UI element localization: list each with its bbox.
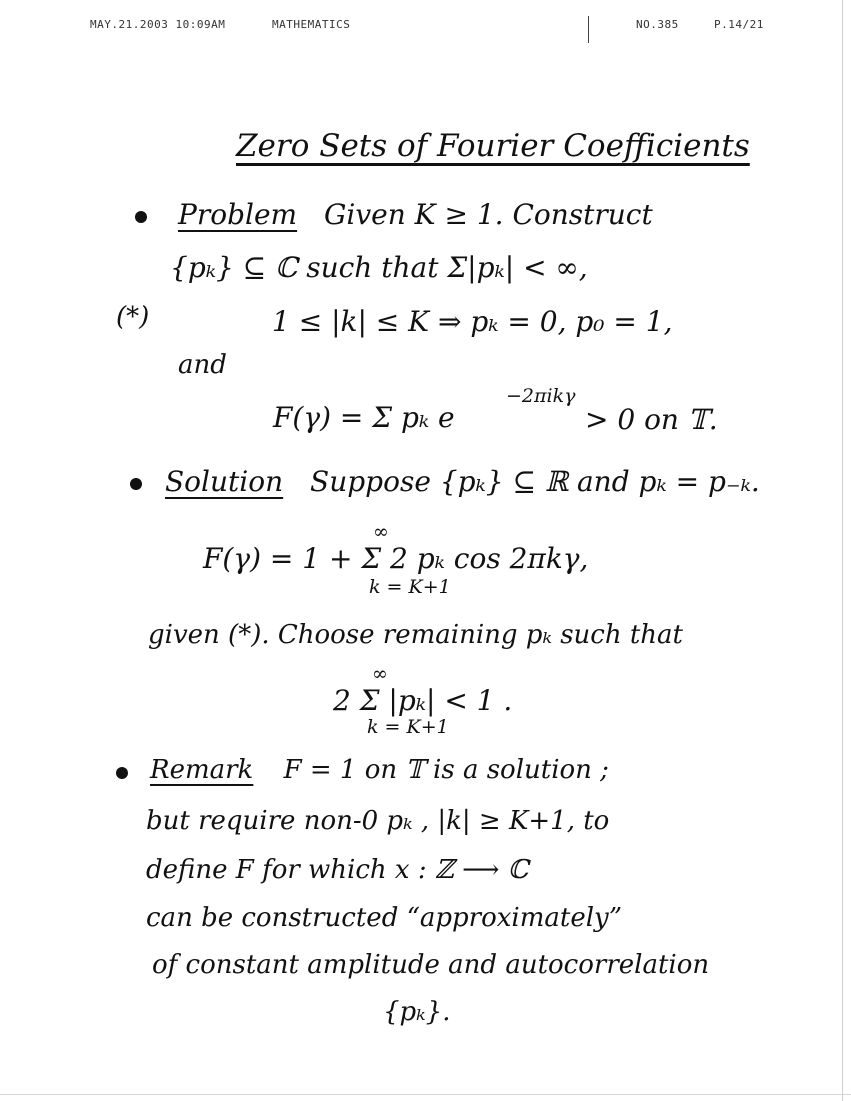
bullet-solution [130, 478, 142, 490]
problem-heading [178, 198, 653, 231]
solution-formula-2: 2 Σ |pₖ| < 1 . [333, 684, 513, 717]
sum2-upper-limit: ∞ [372, 663, 388, 685]
remark-line-3: define F for which x : ℤ ⟶ ℂ [146, 855, 529, 885]
remark-line-2: but require non-0 pₖ , |k| ≥ K+1, to [146, 806, 610, 836]
problem-line-1: Given K ≥ 1. Construct [324, 198, 653, 231]
fax-datetime: MAY.21.2003 10:09AM [90, 18, 226, 31]
formula-exponent: −2πikγ [506, 385, 576, 407]
sum2-lower-limit: k = K+1 [367, 716, 449, 738]
page-edge-bottom [0, 1094, 851, 1095]
star-marker: (*) [116, 302, 150, 332]
sum1-lower-limit: k = K+1 [369, 576, 451, 598]
problem-label: Problem [178, 198, 298, 231]
remark-heading [150, 755, 609, 785]
remark-line-5: of constant amplitude and autocorrelation [152, 950, 710, 980]
sum1-upper-limit: ∞ [373, 521, 389, 543]
remark-line-6: {pₖ}. [383, 997, 451, 1027]
fax-divider [588, 16, 589, 43]
page-edge-right [842, 0, 843, 1101]
bullet-problem [135, 211, 147, 223]
problem-line-3: 1 ≤ |k| ≤ K ⇒ pₖ = 0, p₀ = 1, [272, 305, 673, 338]
formula-main: F(γ) = Σ pₖ e [273, 401, 455, 434]
fax-number: NO.385 [636, 18, 679, 31]
formula-tail: > 0 on 𝕋. [585, 403, 718, 436]
problem-and: and [178, 350, 227, 380]
problem-formula [273, 401, 455, 434]
remark-line-4: can be constructed “approximately” [146, 903, 623, 933]
solution-formula-1: F(γ) = 1 + Σ 2 pₖ cos 2πkγ, [203, 542, 589, 575]
remark-label: Remark [150, 755, 254, 785]
remark-line-1: F = 1 on 𝕋 is a solution ; [283, 755, 609, 785]
solution-line-2: given (*). Choose remaining pₖ such that [148, 620, 683, 650]
bullet-remark [116, 767, 128, 779]
solution-line-1: Suppose {pₖ} ⊆ ℝ and pₖ = p₋ₖ. [310, 465, 760, 498]
solution-label: Solution [165, 465, 284, 498]
page-title: Zero Sets of Fourier Coefficients [236, 128, 750, 164]
problem-line-2: {pₖ} ⊆ ℂ such that Σ|pₖ| < ∞, [170, 251, 588, 284]
solution-heading [165, 465, 760, 498]
fax-page-count: P.14/21 [714, 18, 764, 31]
fax-department: MATHEMATICS [272, 18, 351, 31]
